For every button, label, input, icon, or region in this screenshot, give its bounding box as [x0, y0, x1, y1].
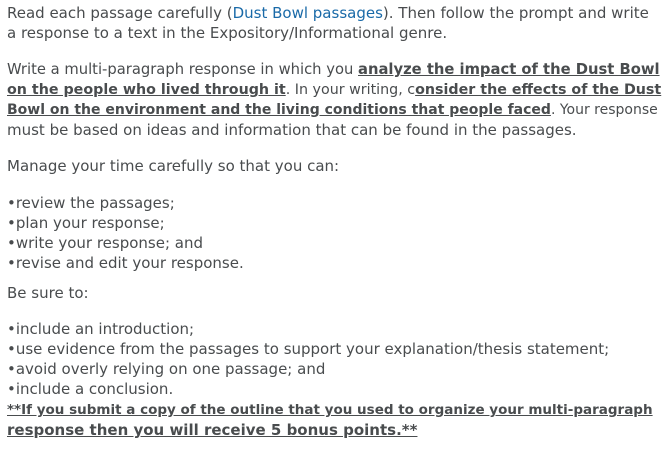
- intro-line-2: a response to a text in the Expository/Informational genre.: [7, 24, 448, 42]
- requirement-item: •use evidence from the passages to support your explanation/thesis statement;: [7, 340, 610, 358]
- prompt-line-3: [7, 100, 658, 120]
- prompt-emphasis: analyze the impact of the Dust Bowl: [358, 61, 660, 78]
- be-sure-text: Be sure to:: [7, 284, 89, 302]
- manage-time-text: Manage your time carefully so that you can:: [7, 157, 340, 175]
- prompt-emphasis: on the people who lived through it: [7, 82, 286, 98]
- requirement-item: •avoid overly relying on one passage; and: [7, 360, 326, 378]
- prompt-line-4: must be based on ideas and information that can be found in the passages.: [7, 121, 577, 139]
- requirement-item: •include a conclusion.: [7, 380, 174, 398]
- prompt-emphasis: Bowl on the environment and the living conditions that people faced: [7, 102, 551, 118]
- step-item: •revise and edit your response.: [7, 254, 244, 272]
- step-item: •review the passages;: [7, 194, 175, 212]
- requirement-item: •include an introduction;: [7, 320, 195, 338]
- step-item: •plan your response;: [7, 214, 165, 232]
- prompt-text: Write a multi-paragraph response in which you: [7, 61, 359, 78]
- prompt-text: . In your writing, c: [285, 82, 416, 98]
- step-item: •write your response; and: [7, 234, 203, 252]
- prompt-text: . Your response: [550, 102, 658, 118]
- dust-bowl-passages-link[interactable]: Dust Bowl passages: [232, 4, 383, 22]
- bonus-line-2: response then you will receive 5 bonus points.**: [7, 421, 418, 439]
- bonus-line-1: **If you submit a copy of the outline that you used to organize your multi-paragraph: [7, 402, 653, 418]
- prompt-line-1: [7, 60, 660, 80]
- intro-text: Read each passage carefully (: [7, 4, 233, 22]
- prompt-line-2: [7, 80, 661, 100]
- intro-line-1: [7, 3, 649, 23]
- intro-text-continued: ). Then follow the prompt and write: [382, 4, 649, 22]
- prompt-emphasis: onsider the effects of the Dust: [415, 82, 662, 98]
